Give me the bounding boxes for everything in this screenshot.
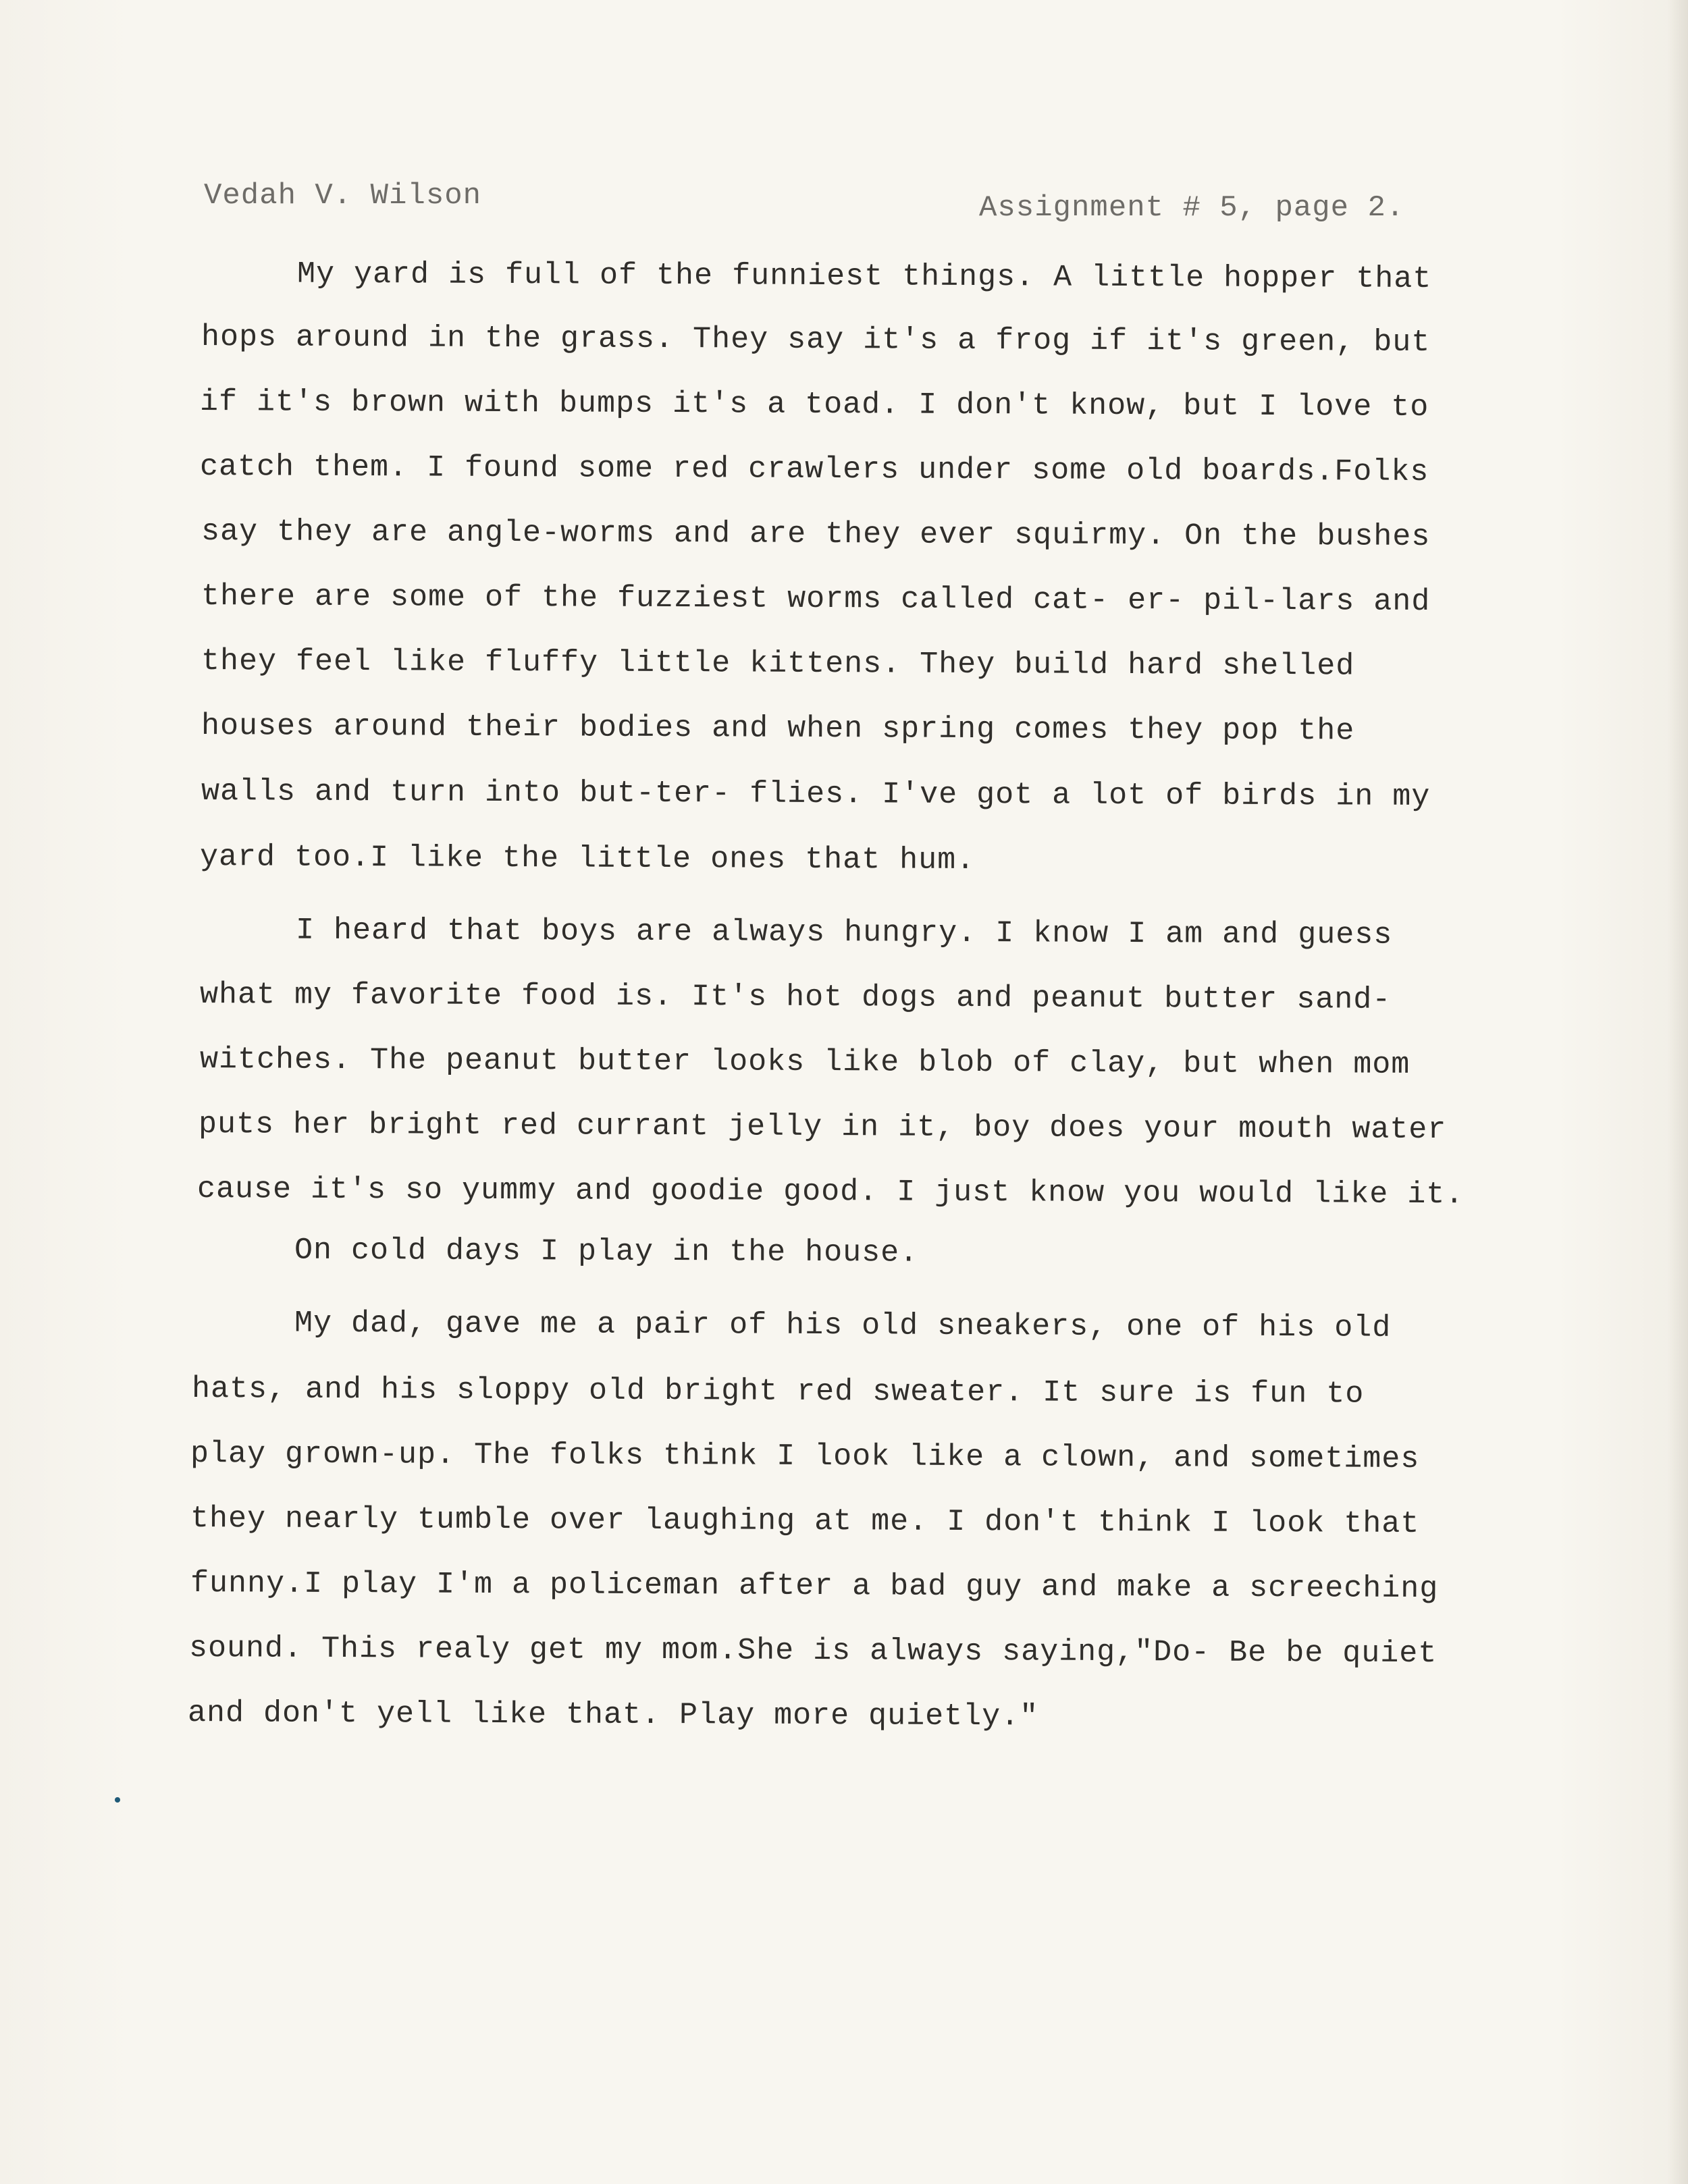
body-line: what my favorite food is. It's hot dogs and peanut butter sand- [199,978,1392,1017]
body-line: On cold days I play in the house. [199,1233,919,1271]
body-line: play grown-up. The folks think I look like a clown, and sometimes [190,1437,1420,1476]
body-line: say they are angle-worms and are they ever squirmy. On the bushes [201,514,1431,554]
body-line: puts her bright red currant jelly in it, boy does your mouth water [198,1107,1447,1148]
body-line: they nearly tumble over laughing at me. I don't think I look that [190,1501,1420,1541]
page-edge-shadow [1668,0,1688,2184]
body-line: hops around in the grass. They say it's a frog if it's green, but [201,320,1431,360]
body-line: and don't yell like that. Play more quietly." [187,1696,1039,1734]
body-line: sound. This realy get my mom.She is always saying,"Do- Be be quiet [188,1631,1438,1672]
body-line: walls and turn into but-ter- flies. I've got a lot of birds in my [201,774,1431,814]
body-line: they feel like fluffy little kittens. They build hard shelled [201,644,1355,684]
body-line: there are some of the fuzziest worms called cat- er- pil-lars and [201,579,1431,619]
body-line: houses around their bodies and when spring comes they pop the [201,709,1355,749]
ink-speck [115,1797,120,1803]
body-line: My yard is full of the funniest things. A little hopper that [202,257,1432,296]
body-line: My dad, gave me a pair of his old sneakers, one of his old [199,1306,1392,1346]
body-line: hats, and his sloppy old bright red sweater. It sure is fun to [191,1372,1365,1412]
assignment-page-label: Assignment # 5, page 2. [979,191,1405,225]
body-line: I heard that boys are always hungry. I know I am and guess [201,913,1393,953]
body-line: funny.I play I'm a policeman after a bad guy and make a screeching [190,1566,1439,1607]
body-line: witches. The peanut butter looks like blob of clay, but when mom [199,1042,1410,1082]
author-name: Vedah V. Wilson [204,179,482,213]
body-line: if it's brown with bumps it's a toad. I don't know, but I love to [199,385,1429,425]
body-line: cause it's so yummy and goodie good. I just know you would like it. [196,1172,1465,1213]
body-line: yard too.I like the little ones that hum. [199,840,976,878]
body-line: catch them. I found some red crawlers under some old boards.Folks [199,450,1429,489]
